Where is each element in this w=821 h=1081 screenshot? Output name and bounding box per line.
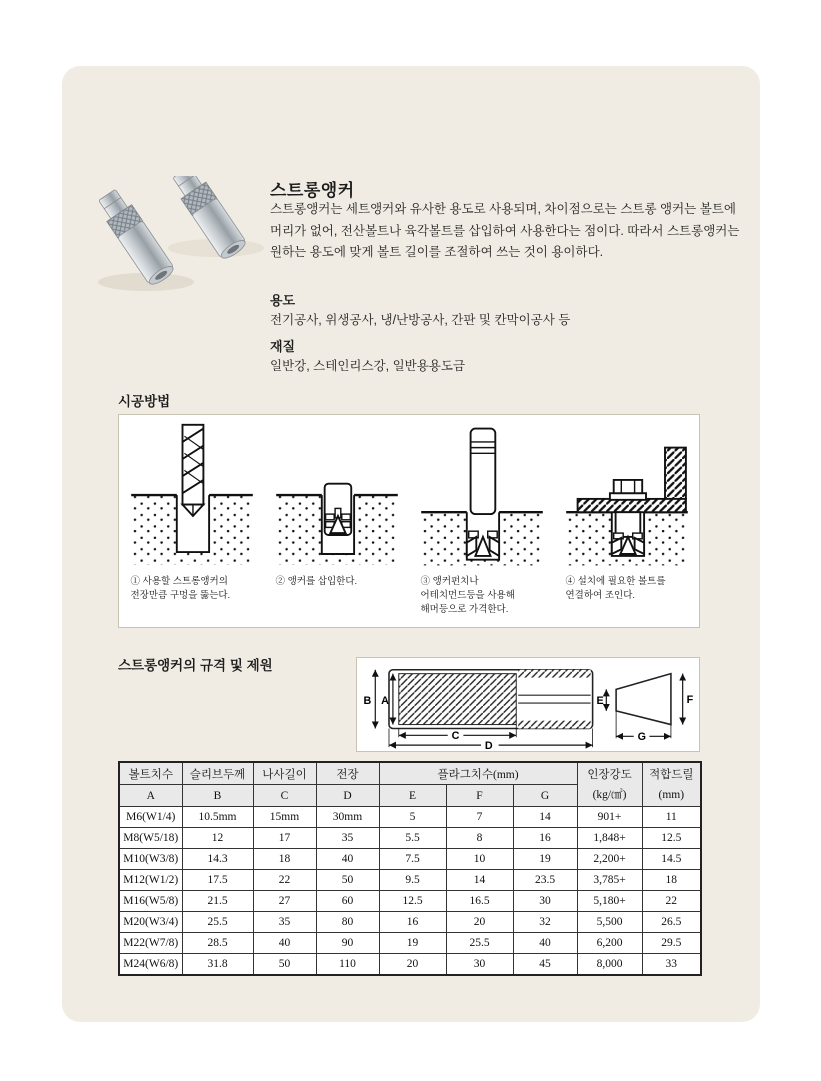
install-step-2 <box>264 415 409 627</box>
col-total-length: 전장 <box>316 762 379 785</box>
table-cell: 5.5 <box>379 828 446 849</box>
col-letter-F: F <box>446 785 513 807</box>
table-cell: 3,785+ <box>577 870 642 891</box>
table-cell: 16 <box>379 912 446 933</box>
table-row <box>119 828 701 849</box>
table-row <box>119 954 701 976</box>
col-letter-B: B <box>182 785 253 807</box>
material-label: 재질 <box>270 339 296 354</box>
table-cell: 17.5 <box>182 870 253 891</box>
table-cell: 50 <box>316 870 379 891</box>
col-drill-size <box>642 762 701 807</box>
table-header-row-1 <box>119 762 701 785</box>
table-cell: 7.5 <box>379 849 446 870</box>
drill-label: 적합드릴 <box>649 768 694 781</box>
table-cell: M8(W5/18) <box>119 828 182 849</box>
table-cell: 31.8 <box>182 954 253 976</box>
table-cell: 7 <box>446 807 513 828</box>
col-plug-size: 플라그치수(mm) <box>379 762 577 785</box>
table-cell: 12.5 <box>379 891 446 912</box>
table-cell: 22 <box>642 891 701 912</box>
table-cell: 60 <box>316 891 379 912</box>
table-cell: 8,000 <box>577 954 642 976</box>
install-caption: ① 사용할 스트롱앵커의 전장만큼 구멍을 뚫는다. <box>130 576 231 601</box>
table-cell: 2,200+ <box>577 849 642 870</box>
table-cell: 40 <box>513 933 577 954</box>
table-cell: 35 <box>316 828 379 849</box>
col-sleeve-thickness: 슬리브두께 <box>182 762 253 785</box>
table-cell: 45 <box>513 954 577 976</box>
col-tensile-strength <box>577 762 642 807</box>
page-title: 스트롱앵커 <box>270 181 355 200</box>
table-cell: M6(W1/4) <box>119 807 182 828</box>
table-cell: M24(W6/8) <box>119 954 182 976</box>
install-step-4 <box>554 415 699 627</box>
table-cell: 14.5 <box>642 849 701 870</box>
col-letter-D: D <box>316 785 379 807</box>
material-text: 일반강, 스테인리스강, 일반용용도금 <box>270 359 466 373</box>
table-cell: 19 <box>379 933 446 954</box>
usage-text: 전기공사, 위생공사, 냉/난방공사, 간판 및 칸막이공사 등 <box>270 313 571 327</box>
col-letter-E: E <box>379 785 446 807</box>
table-cell: 14.3 <box>182 849 253 870</box>
table-cell: 110 <box>316 954 379 976</box>
table-cell: 8 <box>446 828 513 849</box>
table-cell: 6,200 <box>577 933 642 954</box>
install-caption: ② 앵커를 삽입한다. <box>275 576 358 587</box>
table-cell: 30 <box>446 954 513 976</box>
spec-table-body <box>119 807 701 976</box>
table-cell: 25.5 <box>182 912 253 933</box>
table-cell: 11 <box>642 807 701 828</box>
table-cell: 20 <box>379 954 446 976</box>
table-cell: 50 <box>253 954 316 976</box>
dim-label-E: E <box>596 695 604 708</box>
dim-label-C: C <box>451 730 460 743</box>
table-cell: 19 <box>513 849 577 870</box>
table-cell: 1,848+ <box>577 828 642 849</box>
dimension-diagram <box>357 658 699 751</box>
install-heading: 시공방법 <box>118 394 171 409</box>
install-step-3 <box>409 415 554 627</box>
anchor-insert-diagram <box>268 421 406 573</box>
tensile-label: 인장강도 <box>587 768 632 781</box>
table-row <box>119 891 701 912</box>
table-cell: M20(W3/4) <box>119 912 182 933</box>
dim-label-B: B <box>363 695 372 708</box>
table-cell: 20 <box>446 912 513 933</box>
table-cell: 26.5 <box>642 912 701 933</box>
table-cell: M16(W5/8) <box>119 891 182 912</box>
spec-table <box>118 761 702 976</box>
table-cell: 14 <box>446 870 513 891</box>
usage-label: 용도 <box>270 293 296 308</box>
table-cell: 5 <box>379 807 446 828</box>
dim-label-G: G <box>637 731 647 744</box>
col-letter-G: G <box>513 785 577 807</box>
table-cell: 40 <box>316 849 379 870</box>
spec-heading: 스트롱앵커의 규격 및 제원 <box>118 658 273 673</box>
table-cell: 18 <box>253 849 316 870</box>
table-cell: 10 <box>446 849 513 870</box>
install-step-1 <box>119 415 264 627</box>
drill-unit: (mm) <box>658 788 685 801</box>
table-cell: 16.5 <box>446 891 513 912</box>
table-cell: 5,180+ <box>577 891 642 912</box>
table-cell: 5,500 <box>577 912 642 933</box>
table-cell: 32 <box>513 912 577 933</box>
dim-label-D: D <box>484 740 493 751</box>
table-cell: 29.5 <box>642 933 701 954</box>
table-row <box>119 870 701 891</box>
table-cell: 27 <box>253 891 316 912</box>
table-cell: 30 <box>513 891 577 912</box>
install-diagram-box <box>118 414 700 628</box>
table-cell: 23.5 <box>513 870 577 891</box>
table-cell: 9.5 <box>379 870 446 891</box>
bolt-fasten-diagram <box>558 421 696 573</box>
product-description: 스트롱앵커는 세트앵커와 유사한 용도로 사용되며, 차이점으로는 스트롱 앵커는 볼트에 머리가 없어, 전산볼트나 육각볼트를 삽입하여 사용한다는 점이다. 따라서 스트롱앵커는 원하는 용도에 맞게 볼트 길이를 조절하여 쓰는 것이 용이하다. <box>270 202 740 259</box>
table-cell: 28.5 <box>182 933 253 954</box>
table-cell: 16 <box>513 828 577 849</box>
table-row <box>119 912 701 933</box>
table-cell: 21.5 <box>182 891 253 912</box>
table-cell: 40 <box>253 933 316 954</box>
table-cell: 30mm <box>316 807 379 828</box>
table-cell: 80 <box>316 912 379 933</box>
tensile-unit: (kg/㎠) <box>592 788 627 801</box>
table-cell: 901+ <box>577 807 642 828</box>
install-caption: ④ 설치에 필요한 볼트를 연결하여 조인다. <box>565 576 666 601</box>
dim-label-A: A <box>381 695 389 708</box>
table-cell: 14 <box>513 807 577 828</box>
col-letter-A: A <box>119 785 182 807</box>
table-row <box>119 849 701 870</box>
table-row <box>119 933 701 954</box>
table-cell: M12(W1/2) <box>119 870 182 891</box>
col-thread-length: 나사길이 <box>253 762 316 785</box>
dim-label-F: F <box>686 694 694 707</box>
table-cell: 12 <box>182 828 253 849</box>
dimension-diagram-box <box>356 657 700 752</box>
table-cell: 25.5 <box>446 933 513 954</box>
table-cell: 15mm <box>253 807 316 828</box>
anchor-punch-diagram <box>413 421 551 573</box>
table-cell: M10(W3/8) <box>119 849 182 870</box>
drill-hole-diagram <box>123 421 261 573</box>
table-cell: 22 <box>253 870 316 891</box>
table-cell: 35 <box>253 912 316 933</box>
col-bolt-size: 볼트치수 <box>119 762 182 785</box>
table-cell: M22(W7/8) <box>119 933 182 954</box>
product-photo <box>88 176 268 300</box>
table-row <box>119 807 701 828</box>
table-cell: 90 <box>316 933 379 954</box>
table-cell: 17 <box>253 828 316 849</box>
table-cell: 18 <box>642 870 701 891</box>
table-cell: 33 <box>642 954 701 976</box>
table-cell: 10.5mm <box>182 807 253 828</box>
install-caption: ③ 앵커펀치나 어테치먼드등을 사용해 해머등으로 가격한다. <box>420 576 515 615</box>
table-cell: 12.5 <box>642 828 701 849</box>
col-letter-C: C <box>253 785 316 807</box>
